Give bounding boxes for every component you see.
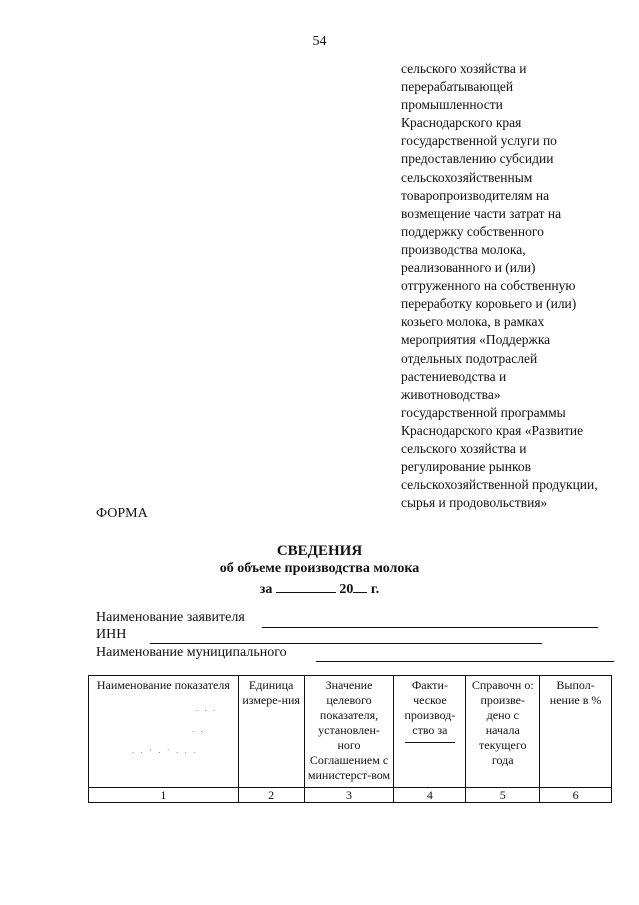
applicant-name-line[interactable] bbox=[262, 627, 598, 628]
column-number: 1 bbox=[89, 788, 239, 803]
title-main: СВЕДЕНИЯ bbox=[276, 543, 363, 559]
period-year-blank[interactable] bbox=[353, 578, 367, 593]
scan-speck: . . · . · . . . bbox=[132, 745, 198, 755]
header-line: товаропроизводителям на bbox=[401, 187, 550, 203]
appendix-header bbox=[401, 60, 631, 512]
header-target-value: Значение целевого показателя, установлен-ного Соглашением с министерст-вом bbox=[304, 676, 394, 788]
actual-period-blank[interactable] bbox=[405, 742, 455, 743]
header-line: отгруженного на собственную bbox=[401, 278, 576, 294]
applicant-name-row bbox=[96, 610, 245, 626]
scan-speck: . . . bbox=[196, 703, 218, 713]
table-row bbox=[89, 788, 612, 803]
header-line: предоставлению субсидии bbox=[401, 151, 554, 167]
header-completion-percent: Выпол-нение в % bbox=[540, 676, 612, 788]
header-line: сырья и продовольствия» bbox=[401, 495, 548, 511]
header-line: сельскохозяйственной продукции, bbox=[401, 477, 598, 493]
header-line: промышленности bbox=[401, 97, 503, 113]
indicators-table bbox=[88, 675, 612, 803]
header-line: перерабатывающей bbox=[401, 79, 514, 95]
header-unit: Единица измере-ния bbox=[238, 676, 304, 788]
header-line: регулирование рынков bbox=[401, 459, 531, 475]
header-indicator-name: Наименование показателя . . . . . . . · . · . . . bbox=[89, 676, 239, 788]
table-header-row bbox=[89, 676, 612, 788]
page-number: 54 bbox=[312, 34, 327, 49]
form-label: ФОРМА bbox=[96, 506, 148, 521]
header-line: поддержку собственного bbox=[401, 223, 544, 239]
header-line: сельского хозяйства и bbox=[401, 61, 527, 76]
header-reference-produced: Справочн о: произве-дено с начала текущего года bbox=[466, 676, 540, 788]
header-line: возмещение части затрат на bbox=[401, 205, 562, 221]
header-line: растениеводства и bbox=[401, 368, 507, 384]
column-number: 6 bbox=[540, 788, 612, 803]
header-line: мероприятия «Поддержка bbox=[401, 332, 551, 348]
header-line: Краснодарского края «Развитие bbox=[401, 422, 584, 438]
header-line: реализованного и (или) bbox=[401, 260, 536, 276]
header-line: животноводства» bbox=[401, 386, 501, 402]
scan-speck: . . bbox=[192, 724, 205, 734]
municipal-name-line[interactable] bbox=[316, 661, 614, 662]
municipal-name-row bbox=[96, 645, 287, 661]
title-period bbox=[0, 578, 639, 599]
column-number: 4 bbox=[394, 788, 466, 803]
period-year-prefix: 20 bbox=[339, 582, 354, 597]
column-number: 3 bbox=[304, 788, 394, 803]
header-line: переработку коровьего и (или) bbox=[401, 296, 577, 312]
header-line: отдельных подотраслей bbox=[401, 350, 538, 366]
header-line: Краснодарского края bbox=[401, 115, 522, 131]
applicant-name-label: Наименование заявителя bbox=[96, 610, 245, 625]
title-subtitle: об объеме производства молока bbox=[219, 561, 420, 576]
inn-line[interactable] bbox=[150, 643, 542, 644]
header-line: сельского хозяйства и bbox=[401, 440, 527, 456]
column-number: 5 bbox=[466, 788, 540, 803]
period-prefix: за bbox=[259, 582, 273, 597]
header-line: государственной услуги по bbox=[401, 133, 557, 149]
inn-label: ИНН bbox=[96, 627, 127, 642]
inn-row bbox=[96, 627, 126, 643]
period-suffix: г. bbox=[370, 582, 380, 597]
period-blank[interactable] bbox=[276, 578, 336, 593]
header-line: сельскохозяйственным bbox=[401, 169, 533, 185]
document-title bbox=[0, 542, 639, 599]
header-line: государственной программы bbox=[401, 404, 566, 420]
header-line: производства молока, bbox=[401, 241, 526, 257]
column-number: 2 bbox=[238, 788, 304, 803]
header-actual-production: Факти-ческое производ-ство за bbox=[394, 676, 466, 788]
header-line: козьего молока, в рамках bbox=[401, 314, 545, 330]
municipal-name-label: Наименование муниципального bbox=[96, 645, 287, 660]
